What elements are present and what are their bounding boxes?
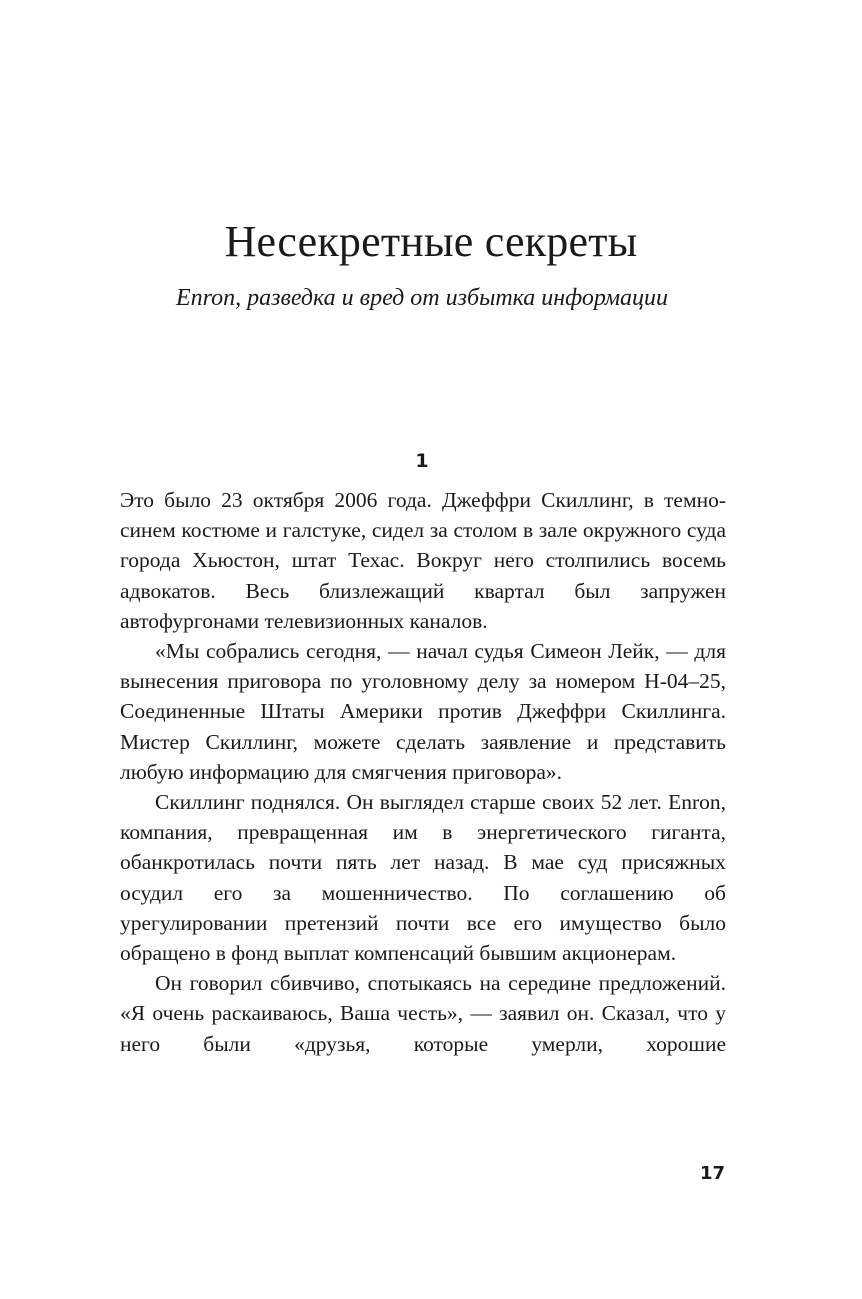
section-number: 1: [415, 450, 429, 472]
paragraph: Он говорил сбивчиво, спотыкаясь на середине предложений. «Я очень раскаиваюсь, Ваша честь», — заявил он. Сказал, что у него были «друзья, которые умерли, хорошие: [120, 971, 726, 1056]
body-text: [120, 485, 726, 1059]
paragraph: Скиллинг поднялся. Он выглядел старше своих 52 лет. Enron, компания, превращенная им в энергетического гиганта, обанкротилась почти пять лет назад. В мае суд присяжных осудил его за мошенничество. По соглашению об урегулировании претензий почти все его имущество было обращено в фонд выплат компенсаций бывшим акционерам.: [120, 790, 726, 966]
paragraph: «Мы собрались сегодня, — начал судья Симеон Лейк, — для вынесения приговора по уголовному делу за номером Н-04–25, Соединенные Штаты Америки против Джеффри Скиллинга. Мистер Скиллинг, можете сделать заявление и представить любую информацию для смягчения приговора».: [120, 639, 726, 784]
page-number: 17: [699, 1163, 725, 1184]
chapter-subtitle: Enron, разведка и вред от избытка информации: [175, 285, 669, 311]
paragraph: Это было 23 октября 2006 года. Джеффри Скиллинг, в темно-синем костюме и галстуке, сидел за столом в зале окружного суда города Хьюстон, штат Техас. Вокруг него столпились восемь адвокатов. Весь близлежащий квартал был запружен автофургонами телевизионных каналов.: [120, 488, 726, 633]
chapter-title: Несекретные секреты: [224, 217, 638, 266]
